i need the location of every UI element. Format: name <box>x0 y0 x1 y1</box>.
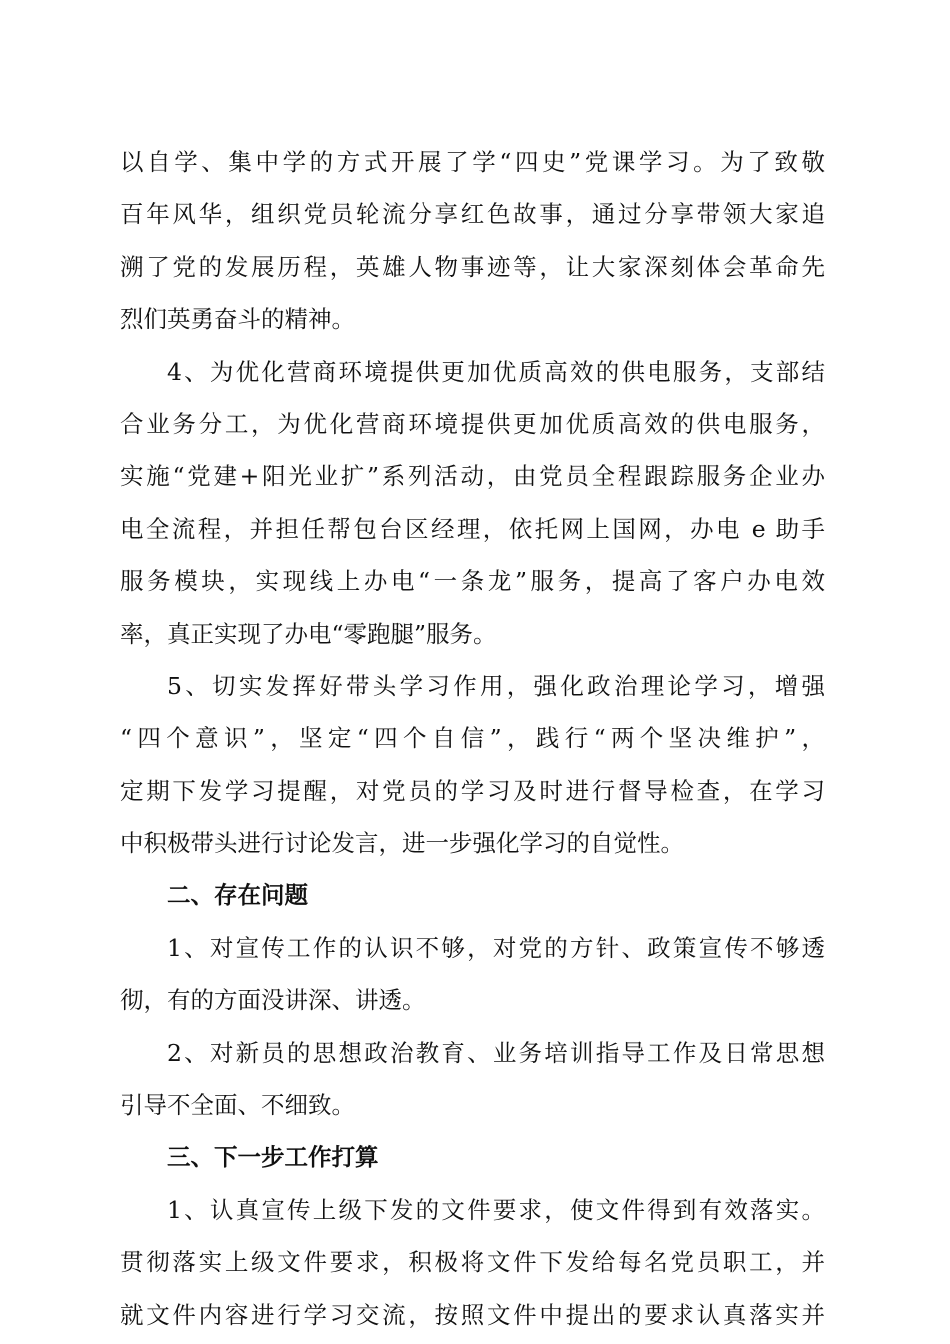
text-line: 定期下发学习提醒，对党员的学习及时进行督导检查，在学习 <box>120 776 825 805</box>
text-line: 彻，有的方面没讲深、讲透。 <box>120 986 426 1015</box>
text-line: 2、对新员的思想政治教育、业务培训指导工作及日常思想 <box>167 1038 825 1067</box>
text-line: 以自学、集中学的方式开展了学“四史”党课学习。为了致敬 <box>120 148 825 176</box>
text-line: 1、对宣传工作的认识不够，对党的方针、政策宣传不够透 <box>167 933 825 962</box>
text-line: 引导不全面、不细致。 <box>120 1091 355 1120</box>
text-line: 服务模块，实现线上办电“一条龙”服务，提高了客户办电效 <box>120 567 825 596</box>
text-line: 烈们英勇奋斗的精神。 <box>120 305 355 334</box>
text-line: 电全流程，并担任帮包台区经理，依托网上国网，办电 e 助手 <box>120 514 825 543</box>
text-line: 合业务分工，为优化营商环境提供更加优质高效的供电服务， <box>120 409 825 438</box>
text-line: 贯彻落实上级文件要求，积极将文件下发给每名党员职工，并 <box>120 1248 825 1277</box>
text-line: “四个意识”，坚定“四个自信”，践行“两个坚决维护”， <box>120 724 825 753</box>
text-line: 就文件内容进行学习交流，按照文件中提出的要求认真落实并 <box>120 1300 825 1329</box>
section-heading: 二、存在问题 <box>167 881 308 910</box>
text-line: 溯了党的发展历程，英雄人物事迹等，让大家深刻体会革命先 <box>120 252 825 281</box>
text-line: 百年风华，组织党员轮流分享红色故事，通过分享带领大家追 <box>120 200 825 229</box>
text-line: 率，真正实现了办电“零跑腿”服务。 <box>120 619 497 648</box>
text-line: 5、切实发挥好带头学习作用，强化政治理论学习，增强 <box>167 671 825 700</box>
document-body <box>120 136 825 1341</box>
section-heading: 三、下一步工作打算 <box>167 1143 379 1172</box>
text-line: 实施“党建+阳光业扩”系列活动，由党员全程跟踪服务企业办 <box>120 462 825 491</box>
text-line: 1、认真宣传上级下发的文件要求，使文件得到有效落实。 <box>167 1195 825 1224</box>
text-line: 4、为优化营商环境提供更加优质高效的供电服务，支部结 <box>167 357 825 386</box>
text-line: 中积极带头进行讨论发言，进一步强化学习的自觉性。 <box>120 829 684 858</box>
